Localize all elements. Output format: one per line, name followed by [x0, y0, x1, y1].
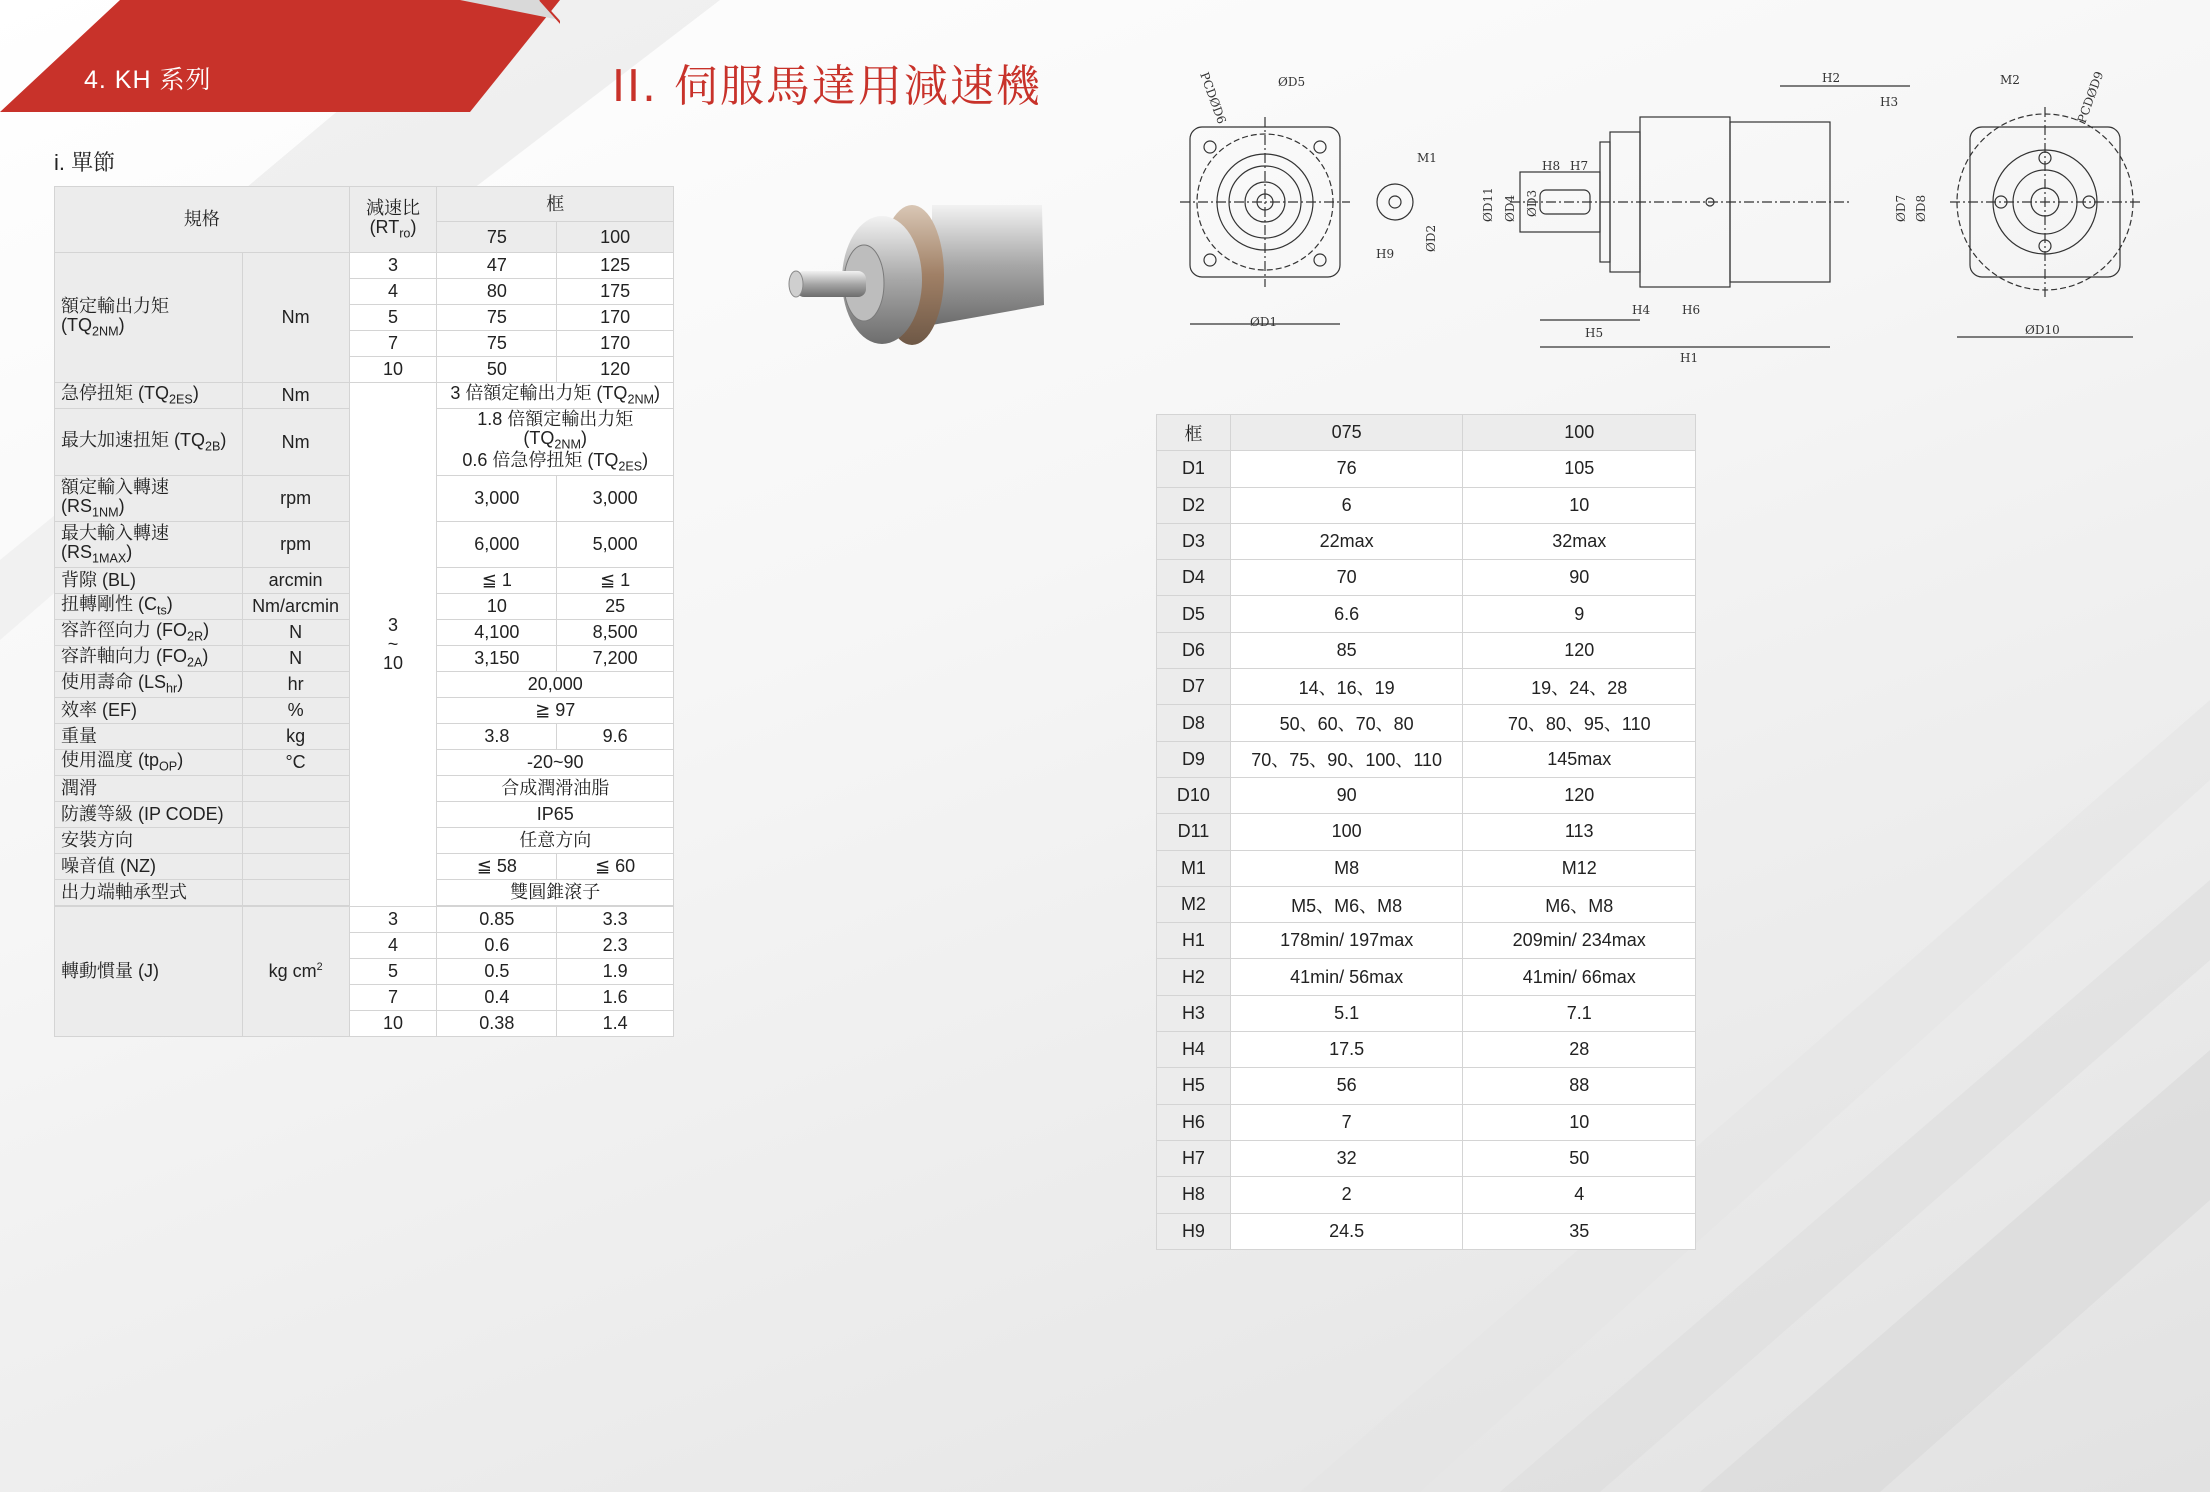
- dimension-value: 41min/ 66max: [1463, 959, 1696, 995]
- label-lubrication: 潤滑: [55, 776, 243, 802]
- dimension-key: H9: [1157, 1213, 1231, 1249]
- dimension-value: 32max: [1463, 523, 1696, 559]
- header-frame-75: 75: [437, 222, 557, 253]
- dimension-key: H3: [1157, 995, 1231, 1031]
- label-mounting: 安裝方向: [55, 828, 243, 854]
- dimension-value: 145max: [1463, 741, 1696, 777]
- table-row: [1157, 1213, 1696, 1249]
- value-cell: 175: [557, 279, 674, 305]
- label-m1: M1: [1417, 151, 1437, 165]
- label-h7: H7: [1570, 159, 1589, 173]
- table-row: [55, 383, 674, 409]
- table-row: [55, 253, 674, 279]
- label-noise: 噪音值 (NZ): [55, 854, 243, 880]
- value-cell: 47: [437, 253, 557, 279]
- table-row: [1157, 596, 1696, 632]
- table-row: [1157, 487, 1696, 523]
- unit: Nm: [242, 409, 349, 476]
- table-row: [1157, 705, 1696, 741]
- table-row: [1157, 886, 1696, 922]
- label-h1: H1: [1680, 351, 1699, 365]
- table-row: [1157, 669, 1696, 705]
- value-cell: 合成潤滑油脂: [437, 776, 674, 802]
- unit: Nm: [242, 383, 349, 409]
- label-backlash: 背隙 (BL): [55, 568, 243, 594]
- label-estop: 急停扭矩 $(TQ_{2ES})$: [55, 383, 243, 409]
- dimension-value: 70: [1230, 560, 1463, 596]
- dimension-value: 24.5: [1230, 1213, 1463, 1249]
- table-row: [1157, 959, 1696, 995]
- dimension-key: D11: [1157, 814, 1231, 850]
- table-row: [1157, 1104, 1696, 1140]
- dimension-value: 105: [1463, 451, 1696, 487]
- header-frame: 框: [437, 187, 674, 222]
- dimension-key: D9: [1157, 741, 1231, 777]
- unit: [242, 776, 349, 802]
- dimension-key: H6: [1157, 1104, 1231, 1140]
- value-cell: 0.85: [437, 907, 557, 933]
- dimension-key: H4: [1157, 1032, 1231, 1068]
- label-d1: ØD1: [1250, 315, 1278, 329]
- label-d11: ØD11: [1481, 187, 1495, 222]
- dimension-value: 14、16、19: [1230, 669, 1463, 705]
- label-d10: ØD10: [2025, 323, 2060, 337]
- value-cell: 75: [437, 331, 557, 357]
- table-row: [1157, 814, 1696, 850]
- value-cell: ≦ 1: [557, 568, 674, 594]
- table-row: [1157, 777, 1696, 813]
- dimension-value: 88: [1463, 1068, 1696, 1104]
- unit: N: [242, 646, 349, 672]
- dimension-value: 41min/ 56max: [1230, 959, 1463, 995]
- ratio-cell: 4: [349, 279, 437, 305]
- value-cell: ≦ 60: [557, 854, 674, 880]
- value-cell: 8,500: [557, 620, 674, 646]
- table-row: [1157, 560, 1696, 596]
- dimension-value: 90: [1463, 560, 1696, 596]
- label-pcd9: PCDØD9: [2074, 69, 2107, 126]
- dimension-key: D8: [1157, 705, 1231, 741]
- dimension-value: 50: [1463, 1140, 1696, 1176]
- label-h9: H9: [1376, 247, 1395, 261]
- dimension-value: 10: [1463, 487, 1696, 523]
- value-cell: 10: [437, 594, 557, 620]
- value-cell: 75: [437, 305, 557, 331]
- dimension-value: 17.5: [1230, 1032, 1463, 1068]
- value-cell: 0.38: [437, 1011, 557, 1037]
- value-cell: 1.9: [557, 959, 674, 985]
- label-axial-force: 容許軸向力 $(FO_{2A})$: [55, 646, 243, 672]
- label-d8: ØD8: [1914, 194, 1928, 222]
- value-cell: 20,000: [437, 672, 674, 698]
- dimension-value: 10: [1463, 1104, 1696, 1140]
- label-d4: ØD4: [1503, 194, 1517, 222]
- dimension-value: M6、M8: [1463, 886, 1696, 922]
- dimension-value: 100: [1230, 814, 1463, 850]
- value-cell: -20~90: [437, 750, 674, 776]
- dimension-value: 35: [1463, 1213, 1696, 1249]
- unit: Nm/arcmin: [242, 594, 349, 620]
- value-cell: 3.8: [437, 724, 557, 750]
- dimension-key: D5: [1157, 596, 1231, 632]
- value-cell: 5,000: [557, 522, 674, 568]
- value-cell: 1.4: [557, 1011, 674, 1037]
- dimension-key: H1: [1157, 923, 1231, 959]
- dimension-value: 9: [1463, 596, 1696, 632]
- label-inertia: 轉動慣量 (J): [55, 907, 243, 1037]
- value-cell: 7,200: [557, 646, 674, 672]
- label-d7: ØD7: [1894, 194, 1908, 222]
- table-row: [1157, 850, 1696, 886]
- unit: Nm: [242, 253, 349, 383]
- ratio-cell: 7: [349, 331, 437, 357]
- dimension-key: D1: [1157, 451, 1231, 487]
- value-cell: 3 倍額定輸出力矩 $(TQ_{2NM})$: [437, 383, 674, 409]
- dimension-value: M5、M6、M8: [1230, 886, 1463, 922]
- label-rated-torque: 額定輸出力矩 $(TQ_{2NM})$: [55, 253, 243, 383]
- table-row: [1157, 632, 1696, 668]
- unit: rpm: [242, 476, 349, 522]
- unit: kg: [242, 724, 349, 750]
- dimension-value: 28: [1463, 1032, 1696, 1068]
- dimension-value: 85: [1230, 632, 1463, 668]
- value-cell: 4,100: [437, 620, 557, 646]
- label-bearing: 出力端軸承型式: [55, 880, 243, 906]
- dimension-value: 70、80、95、110: [1463, 705, 1696, 741]
- dimension-value: 5.1: [1230, 995, 1463, 1031]
- dimension-value: 7: [1230, 1104, 1463, 1140]
- label-ip-code: 防護等級 (IP CODE): [55, 802, 243, 828]
- table-row: [1157, 923, 1696, 959]
- dimension-value: 76: [1230, 451, 1463, 487]
- unit: N: [242, 620, 349, 646]
- page-title: II. 伺服馬達用減速機: [612, 61, 1042, 112]
- dimension-key: D7: [1157, 669, 1231, 705]
- dimension-value: 6.6: [1230, 596, 1463, 632]
- dimension-value: 120: [1463, 632, 1696, 668]
- value-cell: 3,000: [557, 476, 674, 522]
- unit: kg $cm^2$: [242, 907, 349, 1037]
- header-frame-100: 100: [557, 222, 674, 253]
- dimension-value: 7.1: [1463, 995, 1696, 1031]
- section-label: 4. KH 系列: [84, 66, 212, 94]
- label-temperature: 使用溫度 $(tp_{OP})$: [55, 750, 243, 776]
- ratio-cell: 7: [349, 985, 437, 1011]
- table-row: [1157, 1032, 1696, 1068]
- dimension-value: 178min/ 197max: [1230, 923, 1463, 959]
- label-d3: ØD3: [1525, 189, 1539, 217]
- table-row: [1157, 1140, 1696, 1176]
- value-cell: 25: [557, 594, 674, 620]
- dimension-key: D10: [1157, 777, 1231, 813]
- value-cell: 1.8 倍額定輸出力矩 $(TQ_{2NM})$ 0.6 倍急停扭矩 $(TQ_{2ES})$: [437, 409, 674, 476]
- dimension-key: M2: [1157, 886, 1231, 922]
- ratio-cell: 4: [349, 933, 437, 959]
- dimension-key: H2: [1157, 959, 1231, 995]
- header-frame-075: 075: [1230, 415, 1463, 451]
- dimension-key: D3: [1157, 523, 1231, 559]
- unit: [242, 828, 349, 854]
- unit: [242, 880, 349, 906]
- header-spec: 規格: [55, 187, 350, 253]
- value-cell: 50: [437, 357, 557, 383]
- value-cell: ≦ 1: [437, 568, 557, 594]
- dimension-key: D2: [1157, 487, 1231, 523]
- dimension-value: 209min/ 234max: [1463, 923, 1696, 959]
- dimension-value: 70、75、90、100、110: [1230, 741, 1463, 777]
- header-ratio: 減速比 $(RT_{ro})$: [349, 187, 437, 253]
- label-h6: H6: [1682, 303, 1701, 317]
- dimension-value: 50、60、70、80: [1230, 705, 1463, 741]
- label-d5: ØD5: [1278, 75, 1306, 89]
- label-radial-force: 容許徑向力 $(FO_{2R})$: [55, 620, 243, 646]
- label-h2: H2: [1822, 71, 1841, 85]
- label-h4: H4: [1632, 303, 1651, 317]
- dimension-value: 6: [1230, 487, 1463, 523]
- label-d2: ØD2: [1424, 224, 1438, 252]
- table-header-row: [1157, 415, 1696, 451]
- ratio-cell: 3: [349, 253, 437, 279]
- label-stiffness: 扭轉剛性 $(C_{ts})$: [55, 594, 243, 620]
- table-row: [1157, 1177, 1696, 1213]
- header-frame: 框: [1157, 415, 1231, 451]
- label-h8: H8: [1542, 159, 1561, 173]
- value-cell: 2.3: [557, 933, 674, 959]
- value-cell: 0.5: [437, 959, 557, 985]
- dimension-key: H5: [1157, 1068, 1231, 1104]
- dimension-drawing: [1180, 62, 2180, 382]
- ratio-cell: 10: [349, 1011, 437, 1037]
- value-cell: 0.4: [437, 985, 557, 1011]
- value-cell: 1.6: [557, 985, 674, 1011]
- dimension-value: 56: [1230, 1068, 1463, 1104]
- table-row: [55, 907, 674, 933]
- ratio-cell: 5: [349, 959, 437, 985]
- table-row: [1157, 995, 1696, 1031]
- value-cell: ≧ 97: [437, 698, 674, 724]
- unit: °C: [242, 750, 349, 776]
- value-cell: 9.6: [557, 724, 674, 750]
- value-cell: 80: [437, 279, 557, 305]
- dimension-value: 2: [1230, 1177, 1463, 1213]
- dimension-value: M12: [1463, 850, 1696, 886]
- dimension-value: 32: [1230, 1140, 1463, 1176]
- value-cell: 6,000: [437, 522, 557, 568]
- table-row: [1157, 741, 1696, 777]
- value-cell: 任意方向: [437, 828, 674, 854]
- value-cell: 雙圓錐滾子: [437, 880, 674, 906]
- value-cell: 170: [557, 331, 674, 357]
- label-h5: H5: [1585, 326, 1604, 340]
- gearbox-product-image: [782, 185, 1062, 365]
- value-cell: 0.6: [437, 933, 557, 959]
- label-weight: 重量: [55, 724, 243, 750]
- unit: [242, 854, 349, 880]
- value-cell: 3,150: [437, 646, 557, 672]
- dimension-key: D6: [1157, 632, 1231, 668]
- unit: arcmin: [242, 568, 349, 594]
- unit: rpm: [242, 522, 349, 568]
- label-h3: H3: [1880, 95, 1899, 109]
- value-cell: 120: [557, 357, 674, 383]
- label-life: 使用壽命 $(LS_{hr})$: [55, 672, 243, 698]
- dimension-key: H8: [1157, 1177, 1231, 1213]
- label-rated-speed: 額定輸入轉速 $(RS_{1NM})$: [55, 476, 243, 522]
- value-cell: IP65: [437, 802, 674, 828]
- ratio-cell: 10: [349, 357, 437, 383]
- value-cell: 125: [557, 253, 674, 279]
- dimension-value: 4: [1463, 1177, 1696, 1213]
- value-cell: 3.3: [557, 907, 674, 933]
- value-cell: ≦ 58: [437, 854, 557, 880]
- ratio-cell: 3: [349, 907, 437, 933]
- dimension-value: 90: [1230, 777, 1463, 813]
- ratio-span: 3 ~ 10: [349, 383, 437, 907]
- dimension-value: 22max: [1230, 523, 1463, 559]
- ratio-cell: 5: [349, 305, 437, 331]
- header-frame-100: 100: [1463, 415, 1696, 451]
- dimension-key: H7: [1157, 1140, 1231, 1176]
- unit: [242, 802, 349, 828]
- value-cell: 3,000: [437, 476, 557, 522]
- dimension-value: 120: [1463, 777, 1696, 813]
- dimension-key: M1: [1157, 850, 1231, 886]
- label-pcd6: PCDØD6: [1197, 70, 1229, 126]
- table-row: [1157, 1068, 1696, 1104]
- value-cell: 170: [557, 305, 674, 331]
- label-max-speed: 最大輸入轉速 $(RS_{1MAX})$: [55, 522, 243, 568]
- label-max-accel: 最大加速扭矩 $(TQ_{2B})$: [55, 409, 243, 476]
- dimension-key: D4: [1157, 560, 1231, 596]
- unit: %: [242, 698, 349, 724]
- label-m2: M2: [2000, 73, 2020, 87]
- dimension-table: [1156, 414, 1696, 1250]
- label-efficiency: 效率 (EF): [55, 698, 243, 724]
- table-row: [1157, 451, 1696, 487]
- sub-heading: i. 單節: [54, 150, 116, 175]
- table-row: [1157, 523, 1696, 559]
- dimension-value: M8: [1230, 850, 1463, 886]
- dimension-value: 113: [1463, 814, 1696, 850]
- dimension-value: 19、24、28: [1463, 669, 1696, 705]
- spec-table: [54, 186, 674, 1037]
- unit: hr: [242, 672, 349, 698]
- dimension-rows: [1157, 451, 1696, 1250]
